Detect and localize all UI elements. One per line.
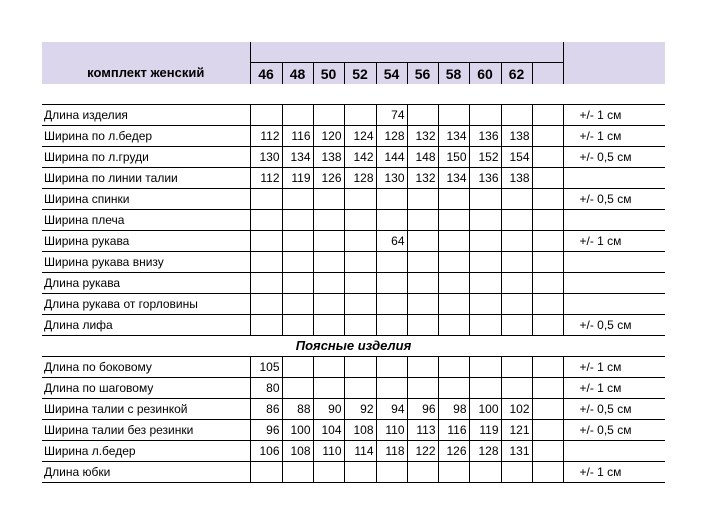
measurement-cell: 100 (469, 399, 501, 420)
tolerance-note: +/- 1 см (563, 378, 665, 399)
measurement-cell: 128 (344, 168, 376, 189)
measurement-cell: 119 (469, 420, 501, 441)
measurement-cell (438, 210, 469, 231)
tolerance-note: +/- 0,5 см (563, 189, 665, 210)
measurement-cell (282, 252, 313, 273)
measurement-cell (376, 315, 407, 336)
size-header-50: 50 (313, 63, 344, 85)
measurement-cell: 154 (501, 147, 532, 168)
table-row (42, 441, 665, 462)
row-label: Длина изделия (42, 105, 250, 126)
extra-size-cell (532, 210, 563, 231)
size-header-62: 62 (501, 63, 532, 85)
measurement-cell: 96 (407, 399, 438, 420)
measurement-cell: 126 (313, 168, 344, 189)
measurement-cell (469, 294, 501, 315)
measurement-cell (469, 231, 501, 252)
measurement-cell (501, 357, 532, 378)
measurement-cell: 86 (250, 399, 282, 420)
measurement-cell: 113 (407, 420, 438, 441)
measurement-cell: 126 (438, 441, 469, 462)
table-row (42, 126, 665, 147)
row-label: Длина по шаговому (42, 378, 250, 399)
measurement-cell (313, 462, 344, 483)
measurement-cell (313, 378, 344, 399)
table-row (42, 420, 665, 441)
row-label: Ширина рукава (42, 231, 250, 252)
measurement-cell (438, 273, 469, 294)
tolerance-note: +/- 0,5 см (563, 420, 665, 441)
measurement-cell: 132 (407, 126, 438, 147)
size-header-blank (532, 63, 563, 85)
measurement-cell: 134 (438, 126, 469, 147)
section-row (42, 336, 665, 357)
tolerance-note: +/- 0,5 см (563, 147, 665, 168)
table-row (42, 147, 665, 168)
measurement-cell (407, 210, 438, 231)
measurement-cell (344, 315, 376, 336)
measurement-cell: 148 (407, 147, 438, 168)
measurement-cell: 102 (501, 399, 532, 420)
measurement-cell (438, 357, 469, 378)
measurement-cell: 104 (313, 420, 344, 441)
measurement-cell (438, 231, 469, 252)
measurement-cell (501, 294, 532, 315)
measurement-cell: 138 (501, 126, 532, 147)
measurement-cell (407, 231, 438, 252)
measurement-cell: 128 (469, 441, 501, 462)
measurement-cell (438, 315, 469, 336)
measurement-cell: 124 (344, 126, 376, 147)
measurement-cell: 92 (344, 399, 376, 420)
tolerance-note (563, 168, 665, 189)
row-label: Длина лифа (42, 315, 250, 336)
measurement-cell: 131 (501, 441, 532, 462)
extra-size-cell (532, 357, 563, 378)
row-label: Ширина талии без резинки (42, 420, 250, 441)
extra-size-cell (532, 147, 563, 168)
measurement-cell (376, 252, 407, 273)
measurement-cell (407, 105, 438, 126)
measurement-cell (282, 273, 313, 294)
measurement-cell (407, 378, 438, 399)
measurement-cell (501, 231, 532, 252)
measurement-cell: 98 (438, 399, 469, 420)
measurement-cell: 112 (250, 126, 282, 147)
size-header-58: 58 (438, 63, 469, 85)
measurement-cell (250, 294, 282, 315)
table-title: комплект женский (42, 63, 250, 85)
measurement-cell (282, 462, 313, 483)
measurement-cell (469, 357, 501, 378)
measurement-cell (313, 231, 344, 252)
measurement-cell: 116 (438, 420, 469, 441)
table-row (42, 315, 665, 336)
extra-size-cell (532, 315, 563, 336)
measurement-cell: 106 (250, 441, 282, 462)
measurement-cell: 152 (469, 147, 501, 168)
measurement-cell (438, 252, 469, 273)
measurement-cell: 74 (376, 105, 407, 126)
measurement-cell (501, 378, 532, 399)
measurement-cell (313, 357, 344, 378)
measurement-cell: 132 (407, 168, 438, 189)
measurement-cell (313, 252, 344, 273)
measurement-cell (376, 294, 407, 315)
measurement-cell (438, 189, 469, 210)
measurement-cell (282, 231, 313, 252)
measurement-cell (469, 462, 501, 483)
row-label: Длина по боковому (42, 357, 250, 378)
measurement-cell (313, 210, 344, 231)
measurement-cell: 114 (344, 441, 376, 462)
measurement-cell: 108 (282, 441, 313, 462)
measurement-cell: 121 (501, 420, 532, 441)
measurement-cell: 144 (376, 147, 407, 168)
measurement-cell (344, 231, 376, 252)
measurement-cell (344, 210, 376, 231)
table-row (42, 399, 665, 420)
extra-size-cell (532, 294, 563, 315)
measurement-cell (313, 273, 344, 294)
measurement-cell (469, 252, 501, 273)
header-blank (563, 42, 665, 63)
extra-size-cell (532, 126, 563, 147)
measurement-cell (344, 273, 376, 294)
measurement-cell (344, 189, 376, 210)
measurement-cell: 120 (313, 126, 344, 147)
header-blank (42, 42, 250, 63)
table-row (42, 252, 665, 273)
measurement-cell (469, 105, 501, 126)
measurement-cell (282, 357, 313, 378)
table-row (42, 168, 665, 189)
measurement-cell (501, 105, 532, 126)
table-row (42, 462, 665, 483)
table-row (42, 189, 665, 210)
measurement-cell: 136 (469, 126, 501, 147)
measurement-cell (282, 105, 313, 126)
measurement-cell (282, 315, 313, 336)
extra-size-cell (532, 189, 563, 210)
measurement-cell: 134 (282, 147, 313, 168)
measurement-cell (501, 189, 532, 210)
measurement-cell: 96 (250, 420, 282, 441)
row-label: Ширина по л.груди (42, 147, 250, 168)
measurement-cell (250, 105, 282, 126)
row-label: Ширина по л.бедер (42, 126, 250, 147)
size-header-46: 46 (250, 63, 282, 85)
measurement-cell (469, 189, 501, 210)
measurement-cell: 128 (376, 126, 407, 147)
tolerance-note: +/- 1 см (563, 231, 665, 252)
size-header-52: 52 (344, 63, 376, 85)
table-row (42, 357, 665, 378)
size-header-56: 56 (407, 63, 438, 85)
size-chart-sheet (42, 42, 665, 483)
measurement-cell: 112 (250, 168, 282, 189)
measurement-cell: 134 (438, 168, 469, 189)
measurement-cell (407, 294, 438, 315)
header-band-top (42, 42, 665, 63)
tolerance-note: +/- 1 см (563, 126, 665, 147)
extra-size-cell (532, 420, 563, 441)
header-blank (250, 42, 563, 63)
size-header-54: 54 (376, 63, 407, 85)
extra-size-cell (532, 231, 563, 252)
extra-size-cell (532, 168, 563, 189)
row-label: Ширина плеча (42, 210, 250, 231)
measurement-cell (469, 378, 501, 399)
table-row (42, 105, 665, 126)
measurement-cell (250, 315, 282, 336)
measurement-cell: 110 (313, 441, 344, 462)
measurement-cell: 64 (376, 231, 407, 252)
measurement-cell (438, 105, 469, 126)
measurement-cell (469, 273, 501, 294)
measurement-cell: 130 (376, 168, 407, 189)
measurement-cell: 138 (501, 168, 532, 189)
tolerance-note: +/- 1 см (563, 462, 665, 483)
measurement-cell: 94 (376, 399, 407, 420)
measurement-cell: 150 (438, 147, 469, 168)
measurement-cell (438, 378, 469, 399)
extra-size-cell (532, 273, 563, 294)
measurement-cell (407, 273, 438, 294)
row-label: Ширина по линии талии (42, 168, 250, 189)
tolerance-note (563, 273, 665, 294)
table-row (42, 294, 665, 315)
measurement-cell (438, 462, 469, 483)
measurement-cell: 116 (282, 126, 313, 147)
tolerance-note: +/- 1 см (563, 105, 665, 126)
measurement-cell (250, 189, 282, 210)
tolerance-note (563, 294, 665, 315)
table-row (42, 231, 665, 252)
measurement-cell (282, 189, 313, 210)
measurement-cell (501, 273, 532, 294)
measurement-cell: 119 (282, 168, 313, 189)
measurement-cell (250, 462, 282, 483)
row-label: Ширина талии с резинкой (42, 399, 250, 420)
row-label: Длина рукава от горловины (42, 294, 250, 315)
measurement-cell (376, 210, 407, 231)
measurement-cell (250, 273, 282, 294)
measurement-cell (344, 252, 376, 273)
measurement-cell (469, 315, 501, 336)
measurement-cell (282, 378, 313, 399)
section-title: Поясные изделия (42, 336, 665, 357)
measurement-cell (282, 210, 313, 231)
size-table (42, 42, 665, 483)
measurement-cell (407, 315, 438, 336)
extra-size-cell (532, 105, 563, 126)
measurement-cell (407, 252, 438, 273)
spacer-row (42, 84, 665, 105)
measurement-cell (250, 210, 282, 231)
extra-size-cell (532, 252, 563, 273)
measurement-cell (501, 210, 532, 231)
row-label: Ширина л.бедер (42, 441, 250, 462)
measurement-cell (407, 189, 438, 210)
measurement-cell: 80 (250, 378, 282, 399)
table-row (42, 273, 665, 294)
extra-size-cell (532, 378, 563, 399)
measurement-cell (376, 273, 407, 294)
measurement-cell: 110 (376, 420, 407, 441)
measurement-cell (407, 462, 438, 483)
measurement-cell: 130 (250, 147, 282, 168)
measurement-cell: 108 (344, 420, 376, 441)
table-row (42, 210, 665, 231)
extra-size-cell (532, 441, 563, 462)
measurement-cell (250, 252, 282, 273)
measurement-cell: 122 (407, 441, 438, 462)
measurement-cell (313, 189, 344, 210)
measurement-cell (501, 252, 532, 273)
measurement-cell: 118 (376, 441, 407, 462)
measurement-cell (344, 462, 376, 483)
measurement-cell (250, 231, 282, 252)
header-row (42, 63, 665, 85)
spacer-cell (42, 84, 665, 105)
measurement-cell (344, 294, 376, 315)
row-label: Ширина спинки (42, 189, 250, 210)
measurement-cell: 88 (282, 399, 313, 420)
measurement-cell: 100 (282, 420, 313, 441)
measurement-cell: 138 (313, 147, 344, 168)
measurement-cell (376, 189, 407, 210)
measurement-cell (313, 294, 344, 315)
row-label: Длина рукава (42, 273, 250, 294)
measurement-cell (344, 357, 376, 378)
measurement-cell: 105 (250, 357, 282, 378)
measurement-cell (344, 378, 376, 399)
tolerance-note (563, 252, 665, 273)
measurement-cell (501, 315, 532, 336)
tolerance-header (563, 63, 665, 85)
measurement-cell (438, 294, 469, 315)
measurement-cell (407, 357, 438, 378)
measurement-cell (282, 294, 313, 315)
row-label: Ширина рукава внизу (42, 252, 250, 273)
measurement-cell (376, 357, 407, 378)
size-header-60: 60 (469, 63, 501, 85)
measurement-cell (313, 315, 344, 336)
measurement-cell (376, 378, 407, 399)
tolerance-note: +/- 0,5 см (563, 315, 665, 336)
measurement-cell: 142 (344, 147, 376, 168)
table-row (42, 378, 665, 399)
measurement-cell (313, 105, 344, 126)
measurement-cell (344, 105, 376, 126)
tolerance-note (563, 210, 665, 231)
measurement-cell: 136 (469, 168, 501, 189)
measurement-cell (469, 210, 501, 231)
tolerance-note: +/- 0,5 см (563, 399, 665, 420)
extra-size-cell (532, 399, 563, 420)
tolerance-note: +/- 1 см (563, 357, 665, 378)
measurement-cell (501, 462, 532, 483)
measurement-cell (376, 462, 407, 483)
measurement-cell: 90 (313, 399, 344, 420)
row-label: Длина юбки (42, 462, 250, 483)
tolerance-note (563, 441, 665, 462)
size-header-48: 48 (282, 63, 313, 85)
extra-size-cell (532, 462, 563, 483)
